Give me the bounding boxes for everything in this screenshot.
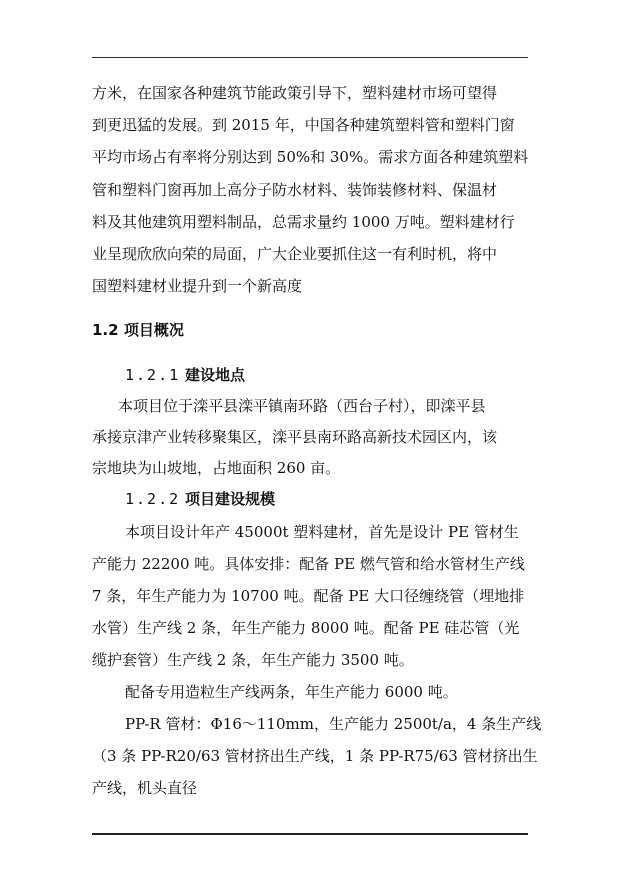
header-rule [92, 57, 528, 58]
section-title: 项目建设规模 [184, 490, 275, 508]
section-heading-1-2 [92, 320, 184, 340]
paragraph-line: 方米，在国家各种建筑节能政策引导下，塑料建材市场可望得 [92, 84, 498, 102]
section-title: 项目概况 [123, 321, 184, 339]
section-title: 建设地点 [184, 366, 245, 384]
paragraph-line: 缆护套管）生产线 2 条，年生产能力 3500 吨。 [92, 651, 414, 669]
paragraph-line: 管和塑料门窗再加上高分子防水材料、装饰装修材料、保温材 [92, 181, 498, 199]
section-heading-1-2-2 [125, 489, 275, 509]
paragraph-line: 7 条，年生产能力为 10700 吨。配备 PE 大口径缠绕管（埋地排 [92, 587, 525, 605]
paragraph-line: 本项目位于滦平县滦平镇南环路（西台子村），即滦平县 [118, 397, 486, 415]
paragraph-line: 国塑料建材业提升到一个新高度 [92, 277, 303, 295]
paragraph-line: PP-R 管材：Φ16～110mm，生产能力 2500t/a，4 条生产线 [125, 715, 542, 733]
paragraph-line: 平均市场占有率将分别达到 50%和 30%。需求方面各种建筑塑料 [92, 148, 529, 166]
paragraph-line: 料及其他建筑用塑料制品，总需求量约 1000 万吨。塑料建材行 [92, 213, 515, 231]
paragraph-line: （3 条 PP-R20/63 管材挤出生产线，1 条 PP-R75/63 管材挤出生 [92, 747, 538, 765]
paragraph-line: 承接京津产业转移聚集区，滦平县南环路高新技术园区内，该 [92, 428, 498, 446]
paragraph-line: 水管）生产线 2 条，年生产能力 8000 吨。配备 PE 硅芯管（光 [92, 619, 520, 637]
section-number: 1.2 [92, 321, 119, 339]
section-number: 1.2.2 [125, 490, 181, 508]
paragraph-line: 宗地块为山坡地，占地面积 260 亩。 [92, 459, 341, 477]
paragraph-line: 业呈现欣欣向荣的局面，广大企业要抓住这一有利时机，将中 [92, 245, 498, 263]
section-number: 1.2.1 [125, 366, 181, 384]
paragraph-line: 产线，机头直径 [92, 779, 198, 797]
section-heading-1-2-1 [125, 365, 245, 385]
paragraph-line: 到更迅猛的发展。到 2015 年，中国各种建筑塑料管和塑料门窗 [92, 116, 515, 134]
paragraph-line: 配备专用造粒生产线两条，年生产能力 6000 吨。 [125, 683, 458, 701]
paragraph-line: 产能力 22200 吨。具体安排：配备 PE 燃气管和给水管材生产线 [92, 555, 525, 573]
footer-rule [92, 833, 528, 835]
paragraph-line: 本项目设计年产 45000t 塑料建材，首先是设计 PE 管材生 [125, 523, 519, 541]
